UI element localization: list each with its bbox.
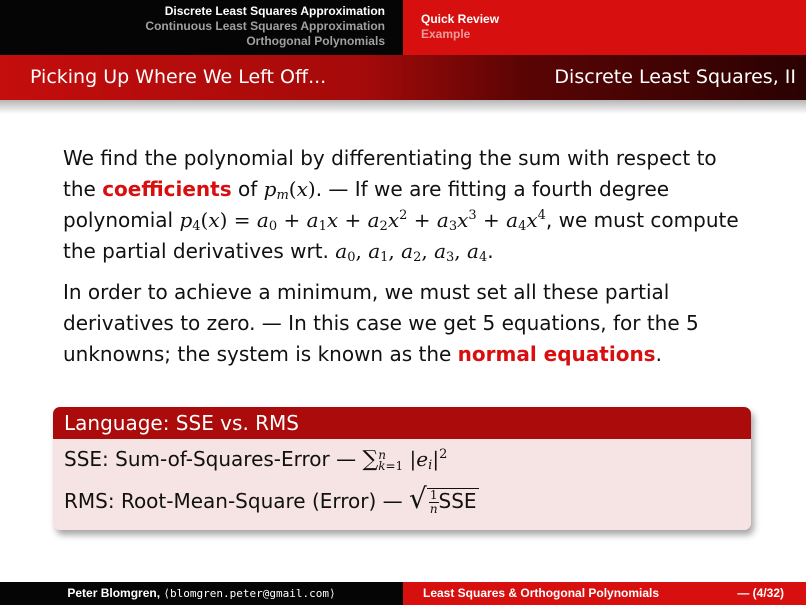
period: .	[487, 239, 494, 263]
paragraph-text: We find the polynomial by differentiating the sum with respect to the	[63, 146, 717, 201]
frame-title-bar	[0, 55, 806, 100]
paragraph-text: , we must compute the partial derivatives wrt.	[63, 208, 739, 263]
block-title: Language: SSE vs. RMS	[53, 407, 751, 439]
math-pm-x: $p_m$	[263, 177, 289, 203]
math-polynomial: $p_4(x) = a_0 + a_1x + a_2x^2 + a_3x^3 + a_4x^4$	[179, 208, 546, 234]
paragraph-text: In order to achieve a minimum, we must set all these partial derivatives to zero. — In this case we get 5 equations, for the 5 unknowns; the system is known as the	[63, 280, 699, 366]
math-paren: )	[307, 177, 316, 201]
subsection-list	[421, 12, 499, 42]
paragraph-coefficients	[63, 143, 743, 267]
nav-subsection-quick-review[interactable]: Quick Review	[421, 12, 500, 26]
block-body	[53, 439, 751, 530]
slide-content	[63, 143, 743, 380]
frame-title: Picking Up Where We Left Off...	[30, 66, 327, 88]
author-email: ⟨blomgren.peter@gmail.com⟩	[163, 587, 336, 600]
definition-block	[53, 407, 751, 530]
paragraph-normal-equations	[63, 277, 743, 370]
highlight-coefficients: coefficients	[102, 177, 232, 201]
paragraph-text: . — If we are fitting a fourth degree polynomial	[63, 177, 670, 232]
footer-author	[0, 582, 403, 605]
footer-short-title: Least Squares & Orthogonal Polynomials	[423, 586, 660, 600]
math-paren: (	[288, 177, 297, 201]
section-list	[145, 4, 385, 49]
math-var: x	[296, 177, 308, 201]
nav-subsection-example[interactable]: Example	[421, 27, 471, 41]
navigation-bar	[0, 0, 806, 55]
sse-definition	[64, 439, 751, 479]
nav-section-orthogonal-polynomials[interactable]: Orthogonal Polynomials	[246, 34, 385, 48]
sse-word: SSE	[438, 489, 477, 513]
footer-bar	[0, 582, 806, 605]
rms-definition	[64, 479, 751, 519]
page-number: — (4/32)	[737, 586, 784, 600]
highlight-normal-equations: normal equations	[457, 342, 656, 366]
sse-label: SSE: Sum-of-Squares-Error —	[64, 447, 357, 471]
author-name: Peter Blomgren,	[67, 586, 161, 600]
math-coefficient-list: $a_0$, $a_1$, $a_2$, $a_3$, $a_4$	[335, 239, 488, 265]
title-shadow	[0, 100, 806, 114]
section-navigation	[0, 0, 403, 55]
rms-label: RMS: Root-Mean-Square (Error) —	[64, 489, 403, 513]
paragraph-text: of	[231, 177, 264, 201]
subsection-navigation	[403, 0, 806, 55]
nav-section-discrete-least-squares[interactable]: Discrete Least Squares Approximation	[164, 4, 385, 18]
section-title: Discrete Least Squares, II	[554, 66, 796, 88]
footer-info	[403, 582, 806, 605]
math-rms-formula: √ $\frac{1}{n}SSE$	[409, 482, 477, 516]
math-sse-formula: ∑n k=1 $|e_i|^2$	[362, 447, 448, 473]
nav-section-continuous-least-squares[interactable]: Continuous Least Squares Approximation	[145, 19, 385, 33]
paragraph-text: .	[655, 342, 662, 366]
